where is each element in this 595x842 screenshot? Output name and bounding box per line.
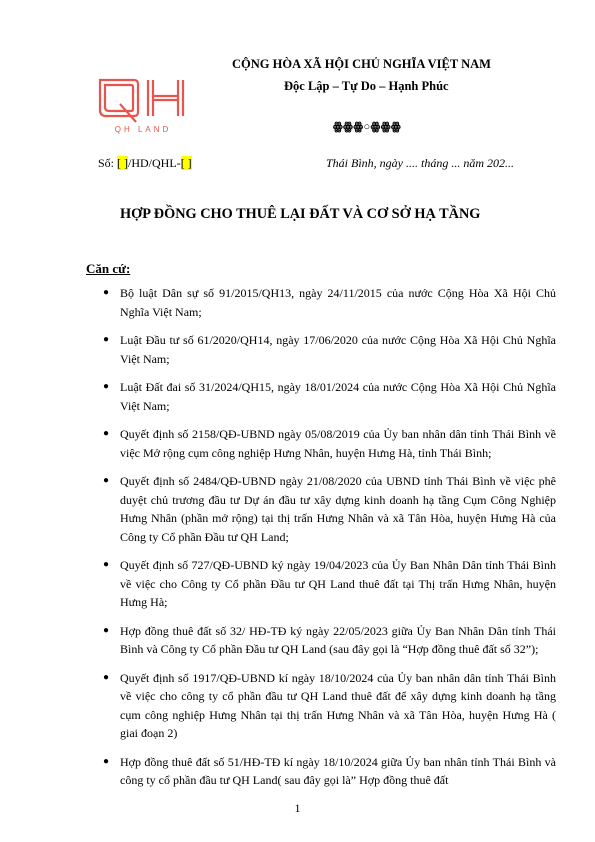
place-date: Thái Bình, ngày .... tháng ... năm 202... [326, 156, 514, 170]
reference-item [86, 669, 556, 743]
document-title: HỢP ĐỒNG CHO THUÊ LẠI ĐẤT VÀ CƠ SỞ HẠ TẦNG [120, 206, 481, 222]
reference-item [86, 556, 556, 612]
reference-item [86, 753, 556, 790]
doc-number-field-2: [ ] [180, 156, 192, 170]
bullet-icon: ● [103, 287, 110, 298]
reference-item [86, 472, 556, 546]
bullet-icon: ● [103, 475, 110, 486]
ornament-divider: ꙮꙮꙮ○ꙮꙮꙮ [333, 121, 402, 133]
reference-text: Hợp đồng thuê đất số 32/ HĐ-TĐ ký ngày 22/05/2023 giữa Ủy Ban Nhân Dân tỉnh Thái Bình và Công ty Cổ phần Đầu tư QH Land (sau đây gọi là “Hợp đồng thuê đất số 32”); [120, 623, 556, 656]
reference-text: Quyết định số 2158/QĐ-UBND ngày 05/08/2019 của Ủy ban nhân dân tỉnh Thái Bình về việc Mở rộng cụm công nghiệp Hưng Nhân, huyện Hưng Hà, tỉnh Thái Bình; [120, 427, 556, 460]
reference-text: Luật Đất đai số 31/2024/QH15, ngày 18/01/2024 của nước Cộng Hòa Xã Hội Chủ Nghĩa Việt Nam; [120, 380, 556, 413]
reference-text: Quyết định số 2484/QĐ-UBND ngày 21/08/2020 của UBND tỉnh Thái Bình về việc phê duyệt chủ trương đầu tư Dự án đầu tư xây dựng kinh doanh hạ tầng Cụm Công Nghiệp Hưng Nhân (phần mở rộng) tại thị trấn Hưng Nhân và xã Tân Hòa, huyện Hưng Hà của Công ty Cổ phần Đầu tư QH Land; [120, 474, 556, 544]
page-number: 1 [294, 801, 301, 815]
reference-text: Quyết định số 1917/QĐ-UBND kí ngày 18/10/2024 của Ủy ban nhân dân tỉnh Thái Bình về việc cho công ty cổ phần đầu tư QH Land thuê đất để xây dựng kinh doanh hạ tầng cụm công nghiệp Hưng Nhân tại thị trấn Hưng Nhân và xã Tân Hòa, huyện Hưng Hà ( giai đoạn 2) [120, 670, 556, 740]
doc-number-prefix: Số: [98, 156, 118, 170]
bullet-icon: ● [103, 428, 110, 439]
bullet-icon: ● [103, 381, 110, 392]
doc-number-middle: /HD/QHL- [128, 156, 181, 170]
motto-header: Độc Lập – Tự Do – Hạnh Phúc [284, 79, 449, 93]
qh-land-logo [96, 74, 190, 136]
reference-item [86, 284, 556, 321]
document-number [98, 156, 192, 171]
bullet-icon: ● [103, 755, 110, 767]
basis-label: Căn cứ: [86, 261, 131, 276]
doc-number-field-1: [ ] [117, 156, 129, 170]
reference-item [86, 331, 556, 368]
bullet-icon: ● [103, 334, 110, 345]
nation-header: CỘNG HÒA XÃ HỘI CHỦ NGHĨA VIỆT NAM [232, 57, 491, 71]
reference-list [86, 284, 556, 800]
reference-text: Bộ luật Dân sự số 91/2015/QH13, ngày 24/11/2015 của nước Cộng Hòa Xã Hội Chủ Nghĩa Việt Nam; [120, 286, 556, 319]
bullet-icon: ● [103, 559, 110, 570]
reference-item [86, 425, 556, 462]
reference-text: Luật Đầu tư số 61/2020/QH14, ngày 17/06/2020 của nước Cộng Hòa Xã Hội Chủ Nghĩa Việt Nam; [120, 333, 556, 366]
reference-item [86, 378, 556, 415]
bullet-icon: ● [103, 671, 110, 683]
logo-subtitle: QH LAND [114, 125, 172, 134]
reference-item [86, 622, 556, 659]
reference-text: Quyết định số 727/QĐ-UBND ký ngày 19/04/2023 của Ủy Ban Nhân Dân tỉnh Thái Bình về việc cho Công ty Cổ phần Đầu tư QH Land thuê đất tại Thị trấn Hưng Nhân, huyện Hưng Hà; [120, 558, 556, 609]
reference-text: Hợp đồng thuê đất số 51/HĐ-TĐ kí ngày 18/10/2024 giữa Ủy ban nhân tỉnh Thái Bình và công ty cổ phần đầu tư QH Land( sau đây gọi là” Hợp đồng thuê đất [120, 754, 556, 787]
bullet-icon: ● [103, 624, 110, 636]
